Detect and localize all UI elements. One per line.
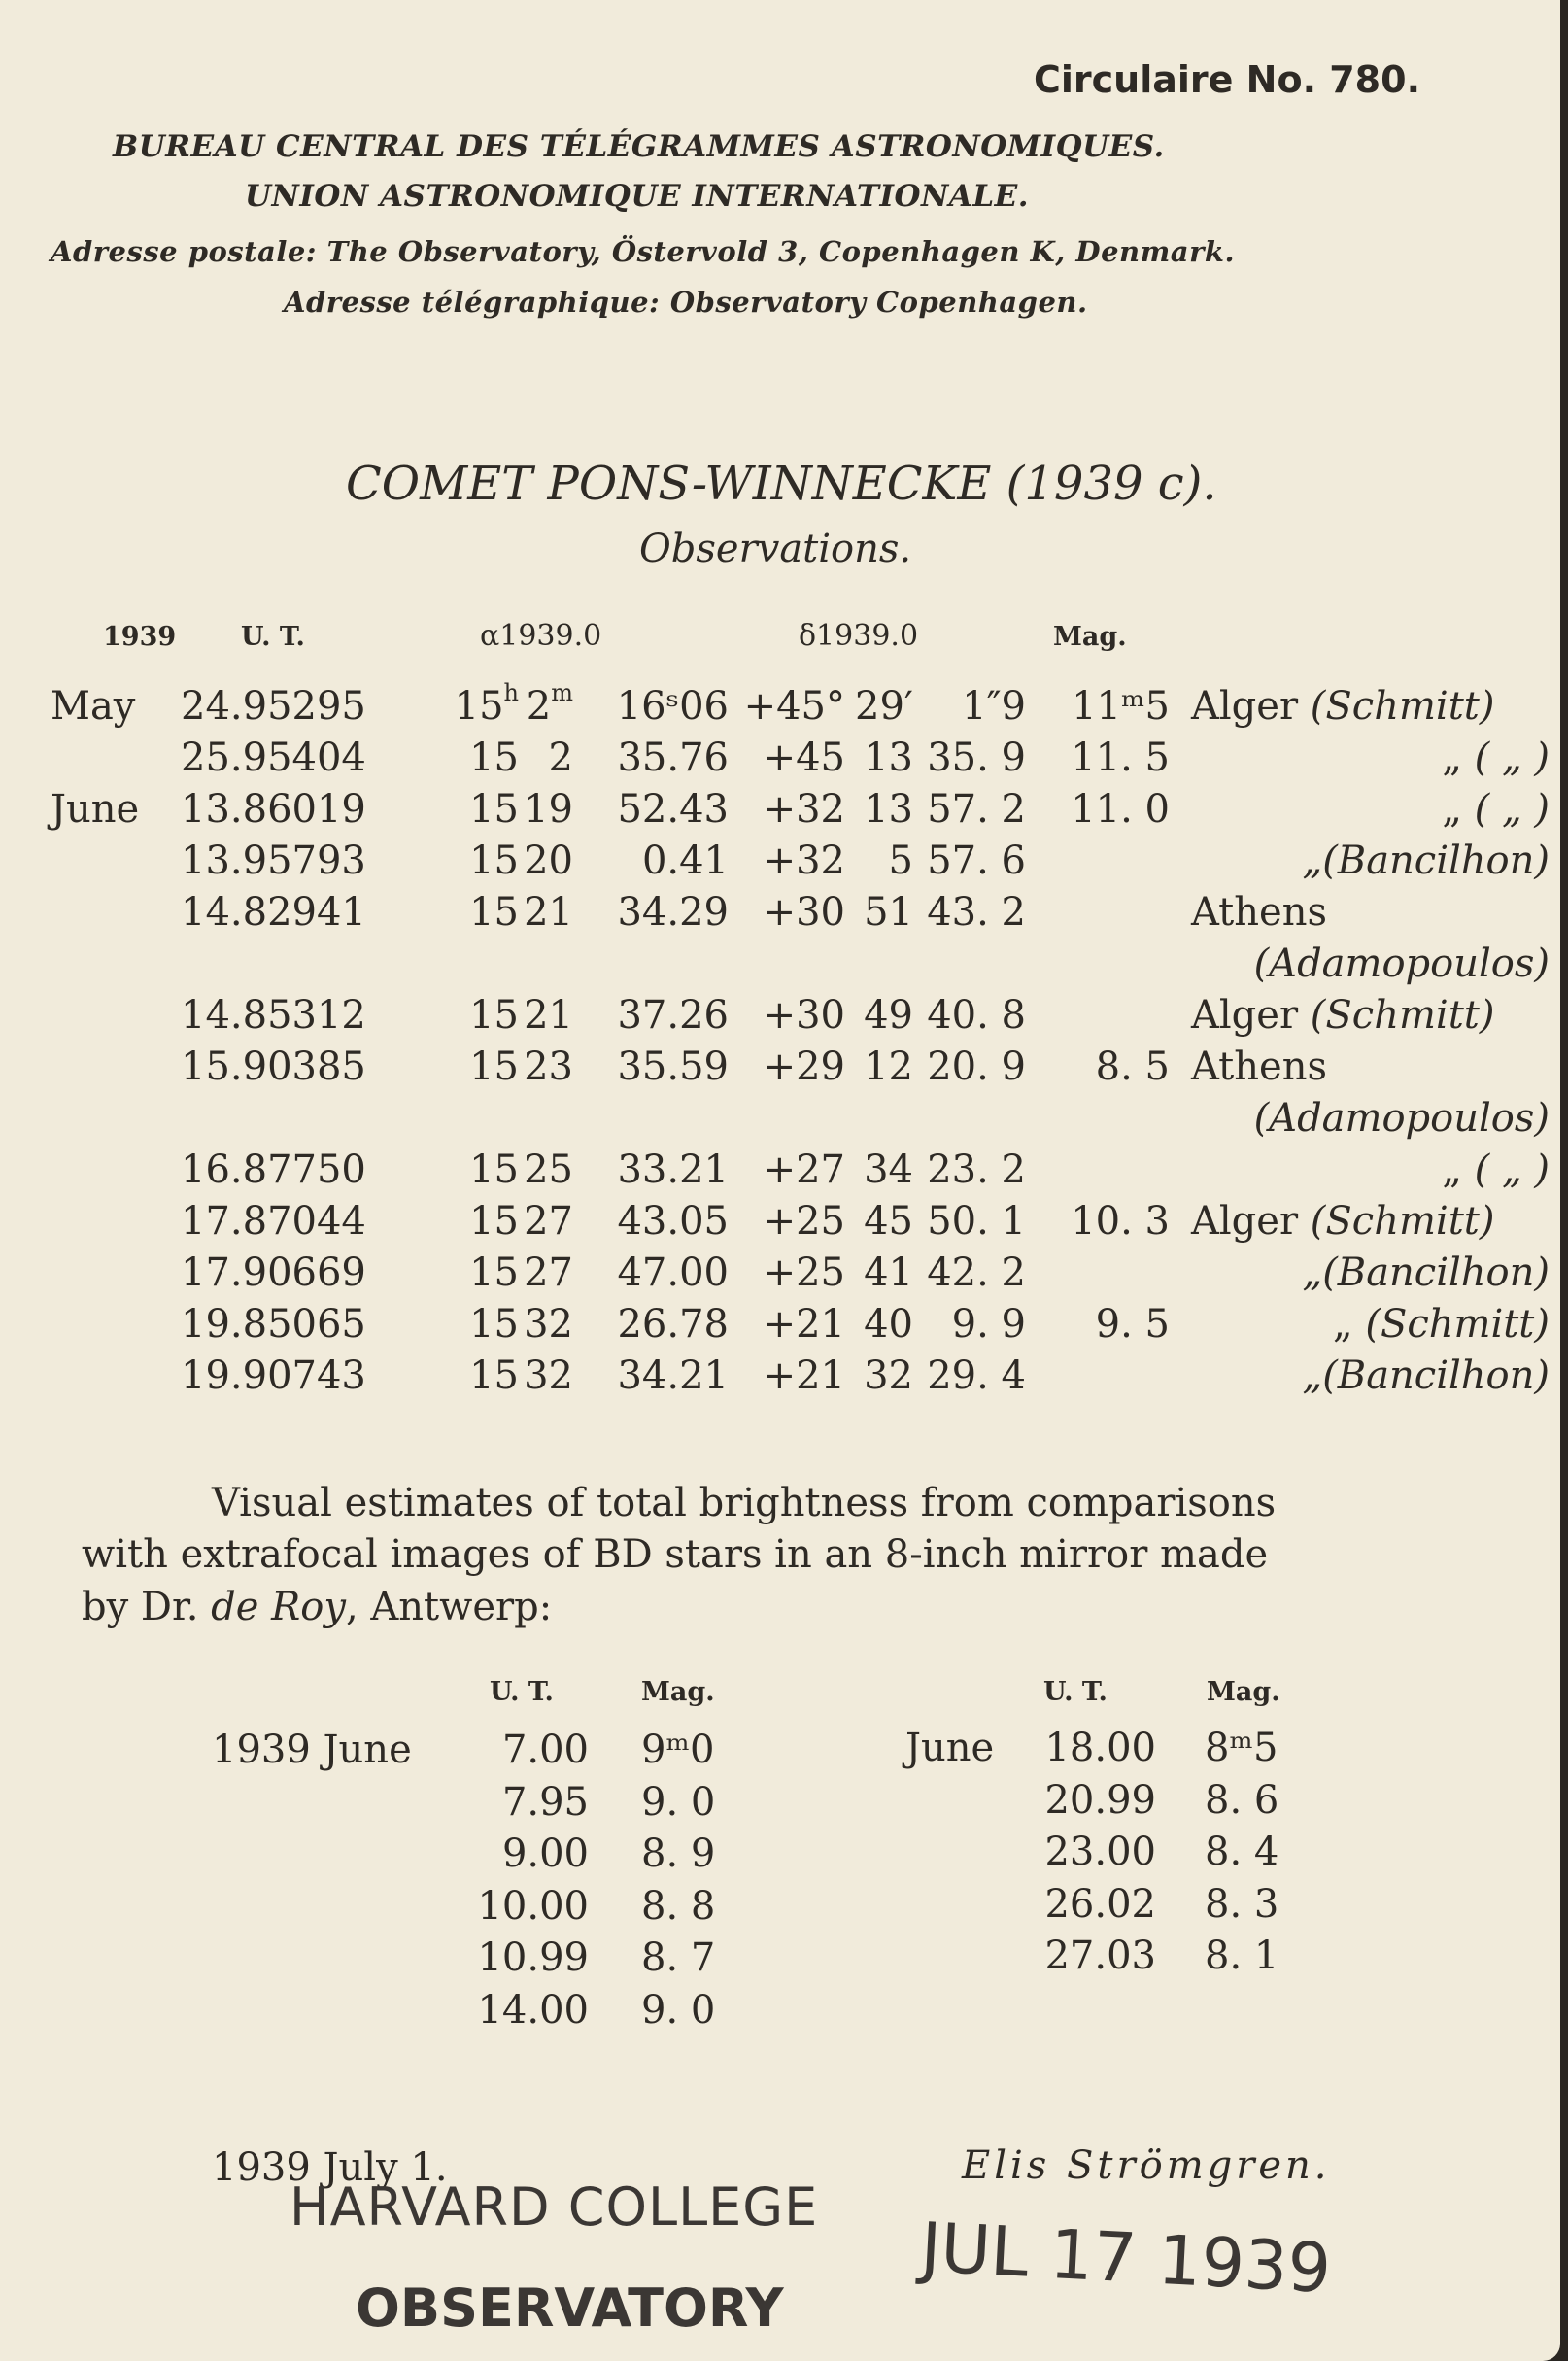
obs-ra-minutes: 25 bbox=[524, 1146, 573, 1192]
obs-dec-degrees: +45 bbox=[763, 735, 845, 780]
obs-dec-minutes: 49 bbox=[864, 992, 913, 1038]
estimate-left-ut: 9.00 bbox=[501, 1831, 589, 1876]
obs-ra-minutes: 19 bbox=[524, 786, 573, 832]
obs-ra-minutes: 21 bbox=[524, 992, 573, 1038]
obs-ra-hours: 15 bbox=[469, 1352, 519, 1398]
obs-ut: 16.87750 bbox=[181, 1146, 366, 1192]
estimate-right-mag: 8. 1 bbox=[1205, 1933, 1279, 1978]
estimate-right-ut: 26.02 bbox=[1044, 1881, 1156, 1927]
estimate-right-ut: 18.00 bbox=[1044, 1726, 1156, 1770]
obs-ra-seconds: 35.59 bbox=[617, 1044, 729, 1089]
obs-place bbox=[1170, 680, 1550, 732]
obs-dec-degrees: +45° bbox=[743, 683, 845, 729]
observation-row bbox=[51, 1092, 1550, 1144]
estimate-right-mag: 8. 6 bbox=[1205, 1777, 1279, 1823]
obs-dec-minutes bbox=[845, 1092, 913, 1144]
obs-station: Athens bbox=[1191, 1044, 1327, 1089]
obs-mag bbox=[1026, 989, 1170, 1041]
estimate-right-ut: 23.00 bbox=[1044, 1830, 1156, 1874]
obs-ra-seconds: 0.41 bbox=[641, 838, 729, 883]
obs-ra-hours: 15 bbox=[469, 1198, 519, 1244]
obs-ut: 13.86019 bbox=[181, 786, 366, 832]
observation-row bbox=[51, 783, 1550, 835]
obs-ra-hours: 15 bbox=[469, 1044, 519, 1089]
col-ra: α1939.0 bbox=[480, 619, 602, 653]
obs-ra-seconds: 16ˢ06 bbox=[616, 683, 729, 729]
obs-dec-degrees: +32 bbox=[763, 786, 845, 832]
obs-dec-degrees: +30 bbox=[763, 889, 845, 935]
observation-row bbox=[51, 938, 1550, 989]
obs-dec-seconds: 43. 2 bbox=[927, 889, 1026, 935]
bureau-line: BUREAU CENTRAL DES TÉLÉGRAMMES ASTRONOMIQUES. bbox=[113, 129, 1165, 164]
obs-ra-minutes bbox=[519, 1092, 573, 1144]
obs-observer: „(Bancilhon) bbox=[1302, 1249, 1550, 1295]
obs-ra-minutes: 21 bbox=[524, 889, 573, 935]
obs-mag bbox=[1026, 886, 1170, 938]
obs-place bbox=[1170, 1350, 1550, 1401]
obs-observer: ( „ ) bbox=[1461, 786, 1550, 832]
obs-dec-degrees: +32 bbox=[763, 838, 845, 883]
obs-ra-seconds: 33.21 bbox=[617, 1146, 729, 1192]
obs-observer: (Schmitt) bbox=[1298, 683, 1495, 729]
estimate-left-ut: 7.95 bbox=[501, 1779, 589, 1825]
obs-ut: 13.95793 bbox=[181, 838, 366, 883]
obs-dec-seconds bbox=[913, 1092, 1026, 1144]
estimate-right-mag: 8. 4 bbox=[1205, 1830, 1279, 1874]
obs-ut: 24.95295 bbox=[181, 683, 366, 729]
obs-dec-seconds: 1″9 bbox=[962, 683, 1026, 729]
obs-place bbox=[1170, 1195, 1550, 1247]
estimate-left-mag: 8. 7 bbox=[641, 1935, 716, 1980]
estimate-right-mag: 8ᵐ5 bbox=[1205, 1726, 1278, 1770]
estimate-left-ut: 10.99 bbox=[477, 1935, 589, 1980]
obs-ut: 14.82941 bbox=[181, 889, 366, 935]
col-mag: Mag. bbox=[1053, 622, 1127, 652]
obs-ra-seconds: 37.26 bbox=[617, 992, 729, 1038]
obs-place bbox=[1170, 783, 1550, 835]
col-ut: U. T. bbox=[241, 622, 305, 652]
observation-row bbox=[51, 680, 1550, 732]
obs-mag: 11. 5 bbox=[1071, 735, 1170, 780]
footer-date: 1939 July 1. bbox=[212, 2145, 448, 2190]
estimate-left-mag: 8. 8 bbox=[641, 1883, 716, 1929]
estimates-right-ut-header: U. T. bbox=[1043, 1677, 1108, 1707]
obs-dec-seconds: 20. 9 bbox=[927, 1044, 1026, 1089]
observation-row bbox=[51, 1144, 1550, 1195]
obs-dec-seconds: 23. 2 bbox=[927, 1146, 1026, 1192]
stamp-harvard-college: HARVARD COLLEGE bbox=[290, 2176, 819, 2238]
obs-mag: 11. 0 bbox=[1071, 786, 1170, 832]
obs-mag bbox=[1026, 835, 1170, 886]
observation-row bbox=[51, 1298, 1550, 1350]
obs-dec-seconds bbox=[913, 938, 1026, 989]
obs-ra-seconds: 43.05 bbox=[617, 1198, 729, 1244]
obs-dec-minutes: 12 bbox=[864, 1044, 913, 1089]
obs-observer: (Adamopoulos) bbox=[1253, 1095, 1550, 1141]
obs-ra-minutes: 20 bbox=[524, 838, 573, 883]
obs-month: June bbox=[51, 786, 140, 832]
observation-row bbox=[51, 1041, 1550, 1092]
obs-station: „ bbox=[1442, 1146, 1462, 1192]
obs-ra-hours: 15 bbox=[469, 786, 519, 832]
estimates-right-mag-header: Mag. bbox=[1207, 1677, 1280, 1707]
obs-month bbox=[51, 1298, 181, 1350]
obs-place bbox=[1170, 1041, 1550, 1092]
estimates-left-label: 1939 June bbox=[212, 1728, 412, 1772]
estimates-left-mag-header: Mag. bbox=[641, 1677, 715, 1707]
obs-place bbox=[1170, 938, 1550, 989]
obs-month bbox=[51, 732, 181, 783]
obs-place bbox=[1170, 732, 1550, 783]
obs-observer: ( „ ) bbox=[1461, 1146, 1550, 1192]
obs-dec-minutes: 40 bbox=[864, 1301, 913, 1347]
obs-dec-degrees: +27 bbox=[763, 1146, 845, 1192]
obs-station: Alger bbox=[1191, 1198, 1299, 1244]
obs-dec-minutes: 5 bbox=[888, 838, 913, 883]
obs-mag bbox=[1026, 1092, 1170, 1144]
obs-dec-degrees: +25 bbox=[763, 1198, 845, 1244]
obs-month bbox=[51, 1247, 181, 1298]
obs-month bbox=[51, 989, 181, 1041]
obs-dec-minutes: 45 bbox=[864, 1198, 913, 1244]
obs-observer: ( „ ) bbox=[1461, 735, 1550, 780]
obs-mag: 10. 3 bbox=[1071, 1198, 1170, 1244]
estimate-left-mag: 9. 0 bbox=[641, 1779, 716, 1825]
paragraph-line-3: by Dr. de Roy, Antwerp: bbox=[82, 1585, 553, 1629]
obs-month bbox=[51, 835, 181, 886]
obs-month bbox=[51, 938, 181, 989]
page-subtitle: Observations. bbox=[639, 527, 912, 571]
union-line: UNION ASTRONOMIQUE INTERNATIONALE. bbox=[245, 179, 1030, 214]
col-dec: δ1939.0 bbox=[799, 619, 919, 653]
obs-dec-minutes: 13 bbox=[864, 735, 913, 780]
obs-mag: 11ᵐ5 bbox=[1072, 683, 1170, 729]
obs-ra-minutes: 2 bbox=[548, 735, 573, 780]
obs-ut: 17.90669 bbox=[181, 1249, 366, 1295]
obs-place bbox=[1170, 886, 1550, 938]
estimate-right-ut: 27.03 bbox=[1044, 1933, 1156, 1978]
obs-month bbox=[51, 1195, 181, 1247]
obs-place bbox=[1170, 1247, 1550, 1298]
obs-month bbox=[51, 1092, 181, 1144]
obs-ra-seconds: 47.00 bbox=[617, 1249, 729, 1295]
obs-ra-seconds: 35.76 bbox=[617, 735, 729, 780]
obs-station: „ bbox=[1442, 735, 1462, 780]
stamp-date: JUL 17 1939 bbox=[918, 2207, 1334, 2310]
postal-address-line: Adresse postale: The Observatory, Östervold 3, Copenhagen K, Denmark. bbox=[51, 235, 1236, 268]
obs-ut: 14.85312 bbox=[181, 992, 366, 1038]
obs-ra-minutes: 27 bbox=[524, 1249, 573, 1295]
obs-station: Alger bbox=[1191, 683, 1299, 729]
obs-month bbox=[51, 1041, 181, 1092]
obs-ra-hours: 15 bbox=[469, 1146, 519, 1192]
obs-dec-degrees: +21 bbox=[763, 1352, 845, 1398]
observation-row bbox=[51, 989, 1550, 1041]
obs-observer: „(Bancilhon) bbox=[1302, 1352, 1550, 1398]
estimates-left-ut-header: U. T. bbox=[490, 1677, 554, 1707]
estimate-left-ut: 14.00 bbox=[477, 1987, 589, 2033]
obs-ut: 19.90743 bbox=[181, 1352, 366, 1398]
observation-row bbox=[51, 886, 1550, 938]
stamp-observatory: OBSERVATORY bbox=[356, 2277, 784, 2339]
obs-ra-hours: 15 bbox=[469, 1249, 519, 1295]
signature: Elis Strömgren. bbox=[962, 2143, 1331, 2188]
observations-table bbox=[51, 680, 1550, 1401]
obs-ra-seconds: 52.43 bbox=[617, 786, 729, 832]
obs-mag bbox=[1026, 1247, 1170, 1298]
obs-ra-minutes: 23 bbox=[524, 1044, 573, 1089]
obs-station: Athens bbox=[1191, 889, 1327, 935]
obs-ra-hours bbox=[441, 938, 519, 989]
obs-ra-minutes: 27 bbox=[524, 1198, 573, 1244]
obs-month bbox=[51, 1350, 181, 1401]
obs-mag: 9. 5 bbox=[1095, 1301, 1170, 1347]
circular-number: Circulaire No. 780. bbox=[1034, 58, 1420, 101]
obs-observer: (Schmitt) bbox=[1298, 992, 1495, 1038]
obs-dec-degrees: +30 bbox=[763, 992, 845, 1038]
obs-ra-minutes: 32 bbox=[524, 1301, 573, 1347]
obs-ra-hours: 15 bbox=[469, 735, 519, 780]
estimate-right-mag: 8. 3 bbox=[1205, 1881, 1279, 1927]
obs-ut: 15.90385 bbox=[181, 1044, 366, 1089]
obs-station: Alger bbox=[1191, 992, 1299, 1038]
obs-observer: (Adamopoulos) bbox=[1253, 941, 1550, 986]
obs-dec-seconds: 42. 2 bbox=[927, 1249, 1026, 1295]
obs-dec-seconds: 57. 6 bbox=[927, 838, 1026, 883]
obs-observer: (Schmitt) bbox=[1298, 1198, 1495, 1244]
obs-dec-minutes: 51 bbox=[864, 889, 913, 935]
obs-ra-hours: 15 bbox=[469, 838, 519, 883]
obs-dec-seconds: 9. 9 bbox=[951, 1301, 1026, 1347]
estimate-left-mag: 9. 0 bbox=[641, 1987, 716, 2033]
estimate-left-ut: 10.00 bbox=[477, 1883, 589, 1929]
obs-ra-seconds bbox=[573, 1092, 729, 1144]
estimates-right-label: June bbox=[905, 1726, 995, 1770]
obs-dec-seconds: 29. 4 bbox=[927, 1352, 1026, 1398]
obs-ra-seconds: 34.21 bbox=[617, 1352, 729, 1398]
obs-dec-seconds: 50. 1 bbox=[927, 1198, 1026, 1244]
obs-ra-minutes: 2$^m$ bbox=[526, 678, 573, 729]
obs-ra-seconds: 26.78 bbox=[617, 1301, 729, 1347]
obs-place bbox=[1170, 1092, 1550, 1144]
estimate-left-mag: 9ᵐ0 bbox=[641, 1728, 715, 1772]
obs-dec-degrees: +29 bbox=[763, 1044, 845, 1089]
obs-dec-minutes: 34 bbox=[864, 1146, 913, 1192]
obs-dec-minutes: 13 bbox=[864, 786, 913, 832]
obs-place bbox=[1170, 1144, 1550, 1195]
observation-row bbox=[51, 1350, 1550, 1401]
obs-observer: „(Bancilhon) bbox=[1302, 838, 1550, 883]
obs-month bbox=[51, 1144, 181, 1195]
paragraph-line-1: Visual estimates of total brightness from comparisons bbox=[212, 1481, 1277, 1525]
obs-dec-degrees: +21 bbox=[763, 1301, 845, 1347]
obs-observer: (Schmitt) bbox=[1352, 1301, 1550, 1347]
obs-ra-seconds: 34.29 bbox=[617, 889, 729, 935]
obs-ra-hours bbox=[441, 1092, 519, 1144]
obs-month bbox=[51, 886, 181, 938]
obs-mag: 8. 5 bbox=[1095, 1044, 1170, 1089]
obs-mag bbox=[1026, 1350, 1170, 1401]
obs-place bbox=[1170, 989, 1550, 1041]
obs-place bbox=[1170, 1298, 1550, 1350]
observation-row bbox=[51, 1195, 1550, 1247]
obs-dec-degrees: +25 bbox=[763, 1249, 845, 1295]
paragraph-line-2: with extrafocal images of BD stars in an 8-inch mirror made bbox=[82, 1532, 1269, 1577]
obs-dec-degrees bbox=[729, 938, 845, 989]
obs-ut bbox=[181, 1092, 441, 1144]
obs-ra-hours: 15 bbox=[469, 889, 519, 935]
obs-mag bbox=[1026, 1144, 1170, 1195]
observation-row bbox=[51, 1247, 1550, 1298]
obs-mag bbox=[1026, 938, 1170, 989]
obs-ra-hours: 15$^h$ bbox=[454, 678, 519, 729]
obs-dec-degrees bbox=[729, 1092, 845, 1144]
obs-month: May bbox=[51, 683, 136, 729]
obs-place bbox=[1170, 835, 1550, 886]
obs-dec-minutes: 32 bbox=[864, 1352, 913, 1398]
obs-station: „ bbox=[1332, 1301, 1353, 1347]
obs-dec-seconds: 57. 2 bbox=[927, 786, 1026, 832]
obs-dec-minutes: 29′ bbox=[855, 683, 913, 729]
obs-dec-seconds: 40. 8 bbox=[927, 992, 1026, 1038]
telegraph-address-line: Adresse télégraphique: Observatory Copenhagen. bbox=[284, 286, 1088, 319]
obs-ut: 25.95404 bbox=[181, 735, 366, 780]
estimate-left-mag: 8. 9 bbox=[641, 1831, 716, 1876]
obs-dec-minutes: 41 bbox=[864, 1249, 913, 1295]
obs-ra-hours: 15 bbox=[469, 1301, 519, 1347]
obs-dec-minutes bbox=[845, 938, 913, 989]
obs-dec-seconds: 35. 9 bbox=[927, 735, 1026, 780]
estimate-right-ut: 20.99 bbox=[1044, 1777, 1156, 1823]
observation-row bbox=[51, 732, 1550, 783]
obs-station: „ bbox=[1442, 786, 1462, 832]
page-title: COMET PONS-WINNECKE (1939 c). bbox=[346, 457, 1217, 511]
obs-ut: 17.87044 bbox=[181, 1198, 366, 1244]
col-year: 1939 bbox=[103, 622, 177, 652]
obs-ra-hours: 15 bbox=[469, 992, 519, 1038]
estimate-left-ut: 7.00 bbox=[501, 1728, 589, 1772]
obs-ut: 19.85065 bbox=[181, 1301, 366, 1347]
obs-ra-seconds bbox=[573, 938, 729, 989]
obs-ut bbox=[181, 938, 441, 989]
observation-row bbox=[51, 835, 1550, 886]
obs-ra-minutes: 32 bbox=[524, 1352, 573, 1398]
obs-ra-minutes bbox=[519, 938, 573, 989]
